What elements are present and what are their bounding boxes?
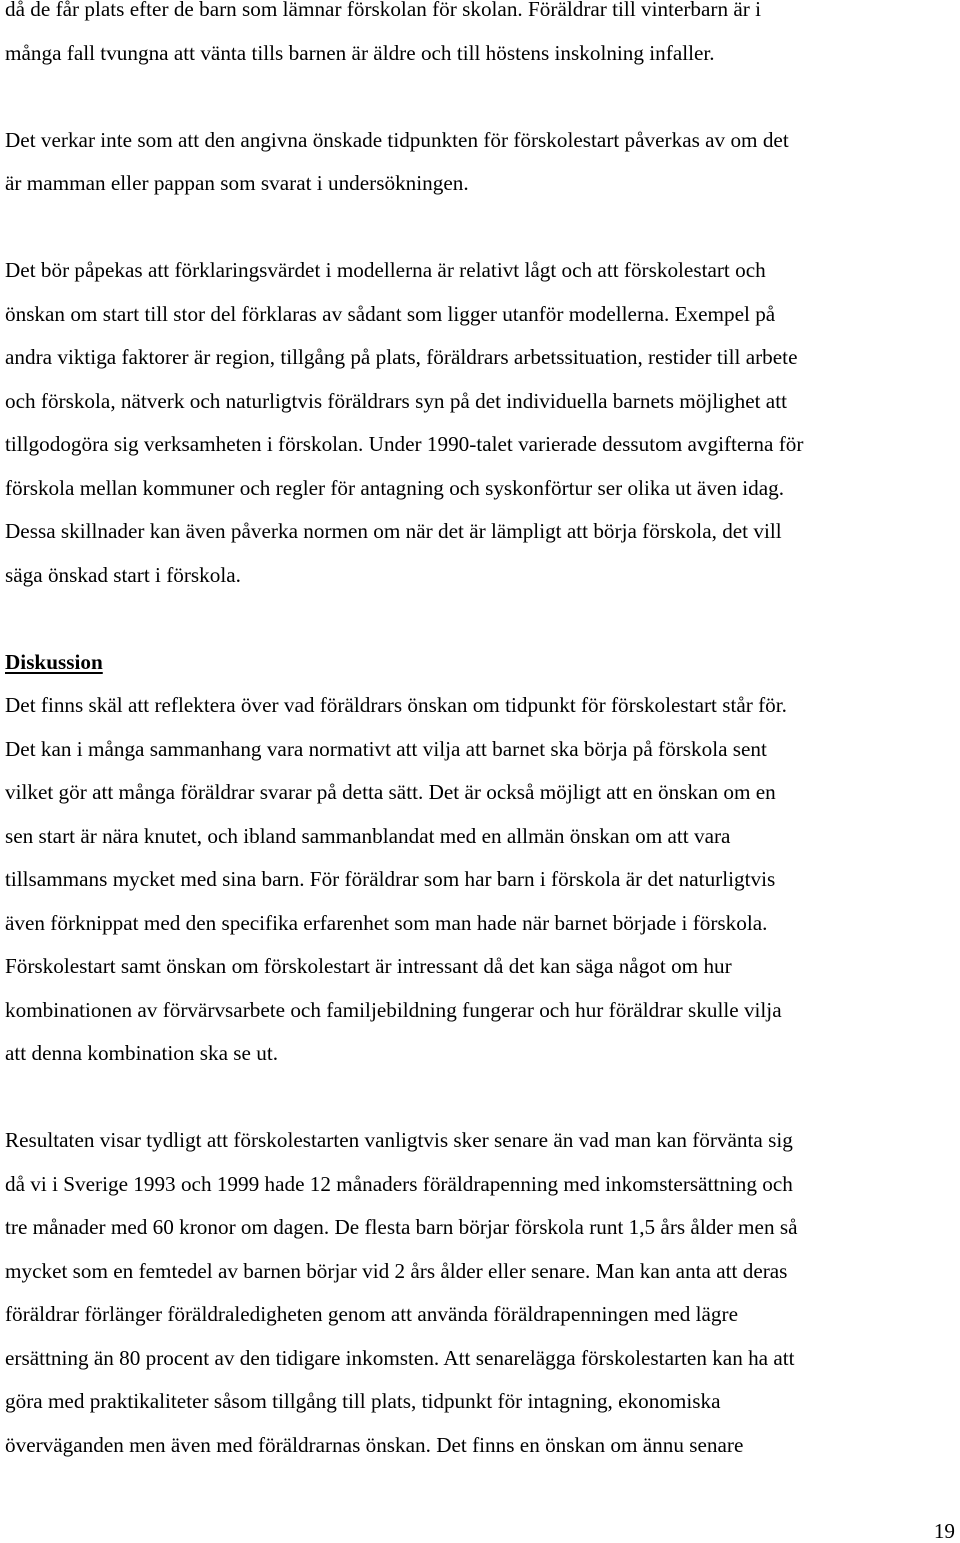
- page-number: 19: [933, 1519, 955, 1543]
- text-line: överväganden men även med föräldrarnas önskan. Det finns en önskan om ännu senare: [5, 1432, 744, 1457]
- text-line: ersättning än 80 procent av den tidigare inkomsten. Att senarelägga förskolestarten kan ha att: [5, 1345, 795, 1370]
- text-line: tre månader med 60 kronor om dagen. De flesta barn börjar förskola runt 1,5 års ålder men så: [5, 1215, 798, 1239]
- text-line: Dessa skillnader kan även påverka normen om när det är lämpligt att börja förskola, det vill: [5, 519, 782, 543]
- text-line: att denna kombination ska se ut.: [5, 1041, 279, 1065]
- text-line: Det kan i många sammanhang vara normativt att vilja att barnet ska börja på förskola sent: [5, 736, 767, 761]
- text-line: kombinationen av förvärvsarbete och familjebildning fungerar och hur föräldrar skulle vilja: [5, 997, 782, 1022]
- text-line: mycket som en femtedel av barnen börjar vid 2 års ålder eller senare. Man kan anta att deras: [5, 1258, 788, 1283]
- paragraph: [5, 0, 955, 75]
- paragraph: [5, 684, 955, 1076]
- document-page: [5, 0, 955, 1467]
- text-line: göra med praktikaliteter såsom tillgång till plats, tidpunkt för intagning, ekonomiska: [5, 1389, 721, 1413]
- text-line: Det finns skäl att reflektera över vad föräldrars önskan om tidpunkt för förskolestart står för.: [5, 693, 787, 717]
- text-line: och förskola, nätverk och naturligtvis föräldrars syn på det individuella barnets möjlighet att: [5, 388, 787, 413]
- paragraph: [5, 249, 955, 597]
- text-line: tillsammans mycket med sina barn. För föräldrar som har barn i förskola är det naturligtvis: [5, 867, 776, 891]
- paragraph: [5, 119, 955, 206]
- text-line: sen start är nära knutet, och ibland sammanblandat med en allmän önskan om att vara: [5, 823, 731, 848]
- text-line: är mamman eller pappan som svarat i undersökningen.: [5, 171, 469, 195]
- text-line: önskan om start till stor del förklaras av sådant som ligger utanför modellerna. Exempel på: [5, 301, 776, 326]
- text-line: då vi i Sverige 1993 och 1999 hade 12 månaders föräldrapenning med inkomstersättning och: [5, 1171, 793, 1196]
- text-line: andra viktiga faktorer är region, tillgång på plats, föräldrars arbetssituation, restider till arbete: [5, 345, 798, 369]
- text-line: Förskolestart samt önskan om förskolestart är intressant då det kan säga något om hur: [5, 954, 732, 978]
- text-line: Det bör påpekas att förklaringsvärdet i modellerna är relativt lågt och att förskolestart och: [5, 258, 766, 282]
- text-line: även förknippat med den specifika erfarenhet som man hade när barnet började i förskola.: [5, 910, 768, 935]
- text-line: då de får plats efter de barn som lämnar förskolan för skolan. Föräldrar till vinterbarn är i: [5, 0, 762, 21]
- text-line: Det verkar inte som att den angivna önskade tidpunkten för förskolestart påverkas av om det: [5, 127, 789, 152]
- text-line: föräldrar förlänger föräldraledigheten genom att använda föräldrapenningen med lägre: [5, 1302, 738, 1326]
- paragraph: [5, 1119, 955, 1467]
- text-line: Resultaten visar tydligt att förskolestarten vanligtvis sker senare än vad man kan förvänta sig: [5, 1128, 793, 1152]
- text-line: tillgodogöra sig verksamheten i förskolan. Under 1990-talet varierade dessutom avgifterna för: [5, 432, 804, 456]
- text-line: säga önskad start i förskola.: [5, 562, 241, 587]
- text-line: förskola mellan kommuner och regler för antagning och syskonförtur ser olika ut även idag.: [5, 475, 785, 500]
- text-line: många fall tvungna att vänta tills barnen är äldre och till höstens inskolning infaller.: [5, 40, 715, 65]
- text-line: vilket gör att många föräldrar svarar på detta sätt. Det är också möjligt att en önskan om en: [5, 780, 776, 804]
- section-heading: Diskussion: [5, 649, 103, 674]
